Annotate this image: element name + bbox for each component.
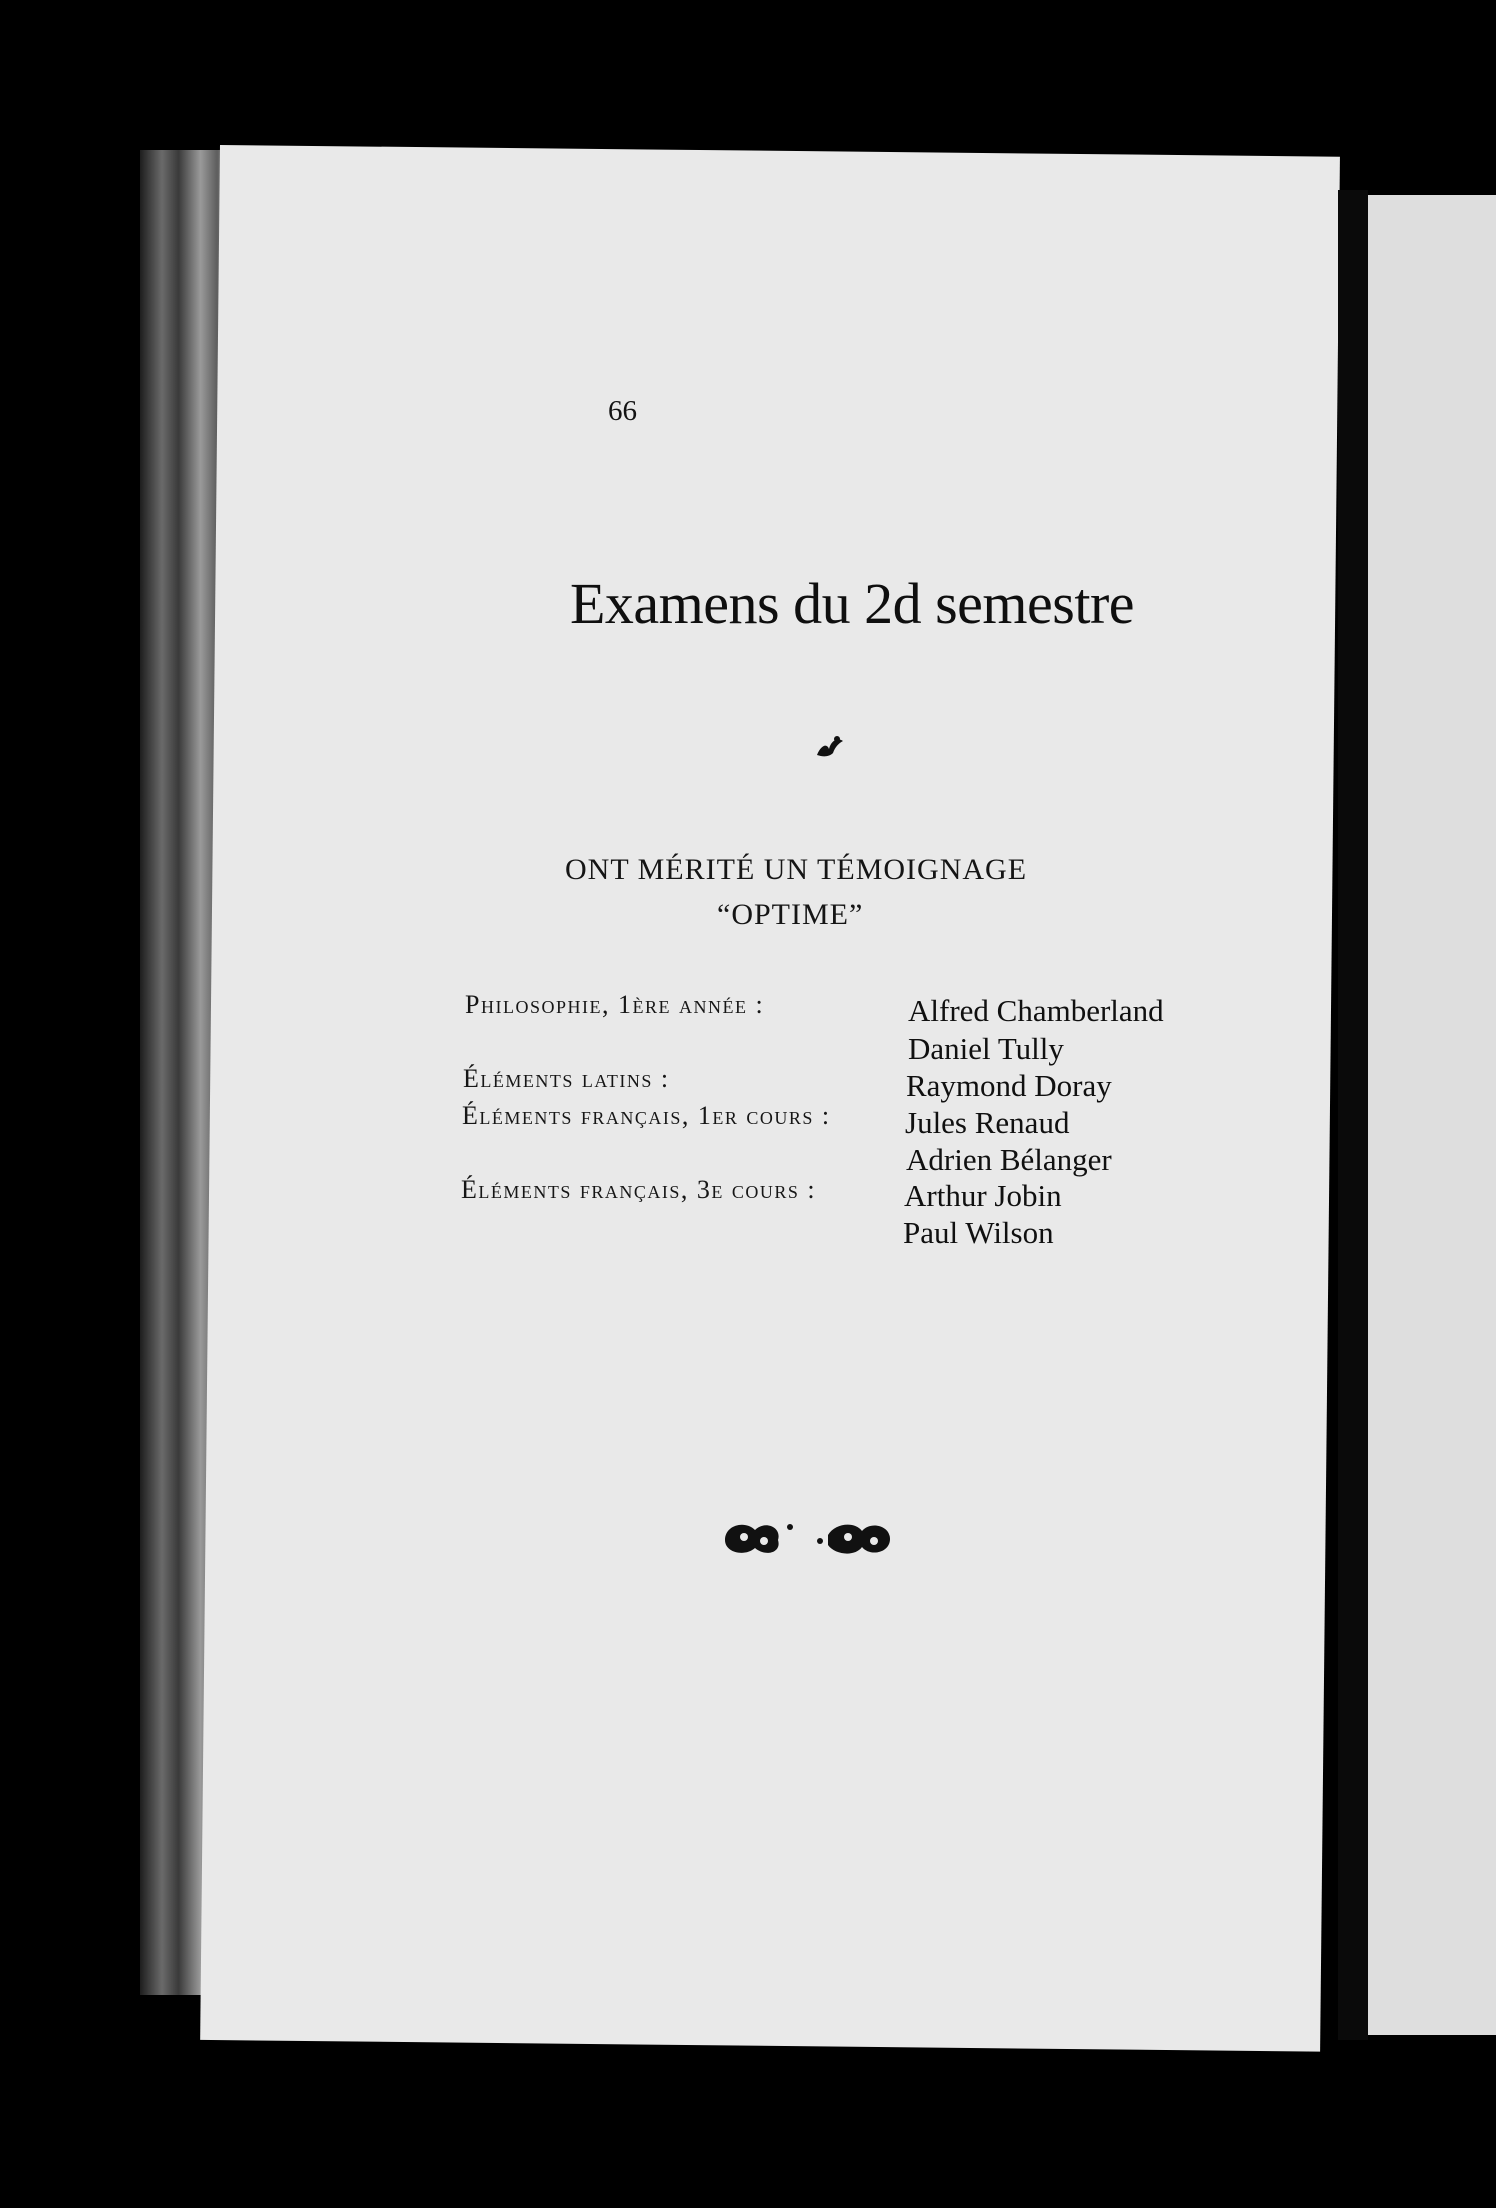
ornament-icon [720,1515,895,1560]
entry-name: Alfred Chamberland [908,993,1164,1028]
fleuron-icon [815,735,845,759]
page-title: Examens du 2d semestre [570,571,1135,636]
entry-name: Paul Wilson [903,1215,1054,1250]
book-gutter [1338,190,1368,2040]
entry-label: Philosophie, 1ère année : [465,990,765,1019]
entry-name: Daniel Tully [908,1031,1064,1066]
entry-label: Éléments français, 3e cours : [461,1175,817,1204]
entry-name: Jules Renaud [905,1105,1070,1140]
page-number: 66 [608,395,637,427]
entry-label: Éléments latins : [463,1064,670,1093]
section-subheading: “OPTIME” [717,898,864,931]
section-heading: ONT MÉRITÉ UN TÉMOIGNAGE [565,853,1028,886]
facing-page-edge [1368,195,1496,2035]
entry-label: Éléments français, 1er cours : [462,1101,831,1130]
entry-name: Raymond Doray [906,1068,1112,1103]
entry-name: Arthur Jobin [904,1178,1062,1213]
book-page [200,145,1340,2052]
entry-name: Adrien Bélanger [906,1142,1112,1177]
